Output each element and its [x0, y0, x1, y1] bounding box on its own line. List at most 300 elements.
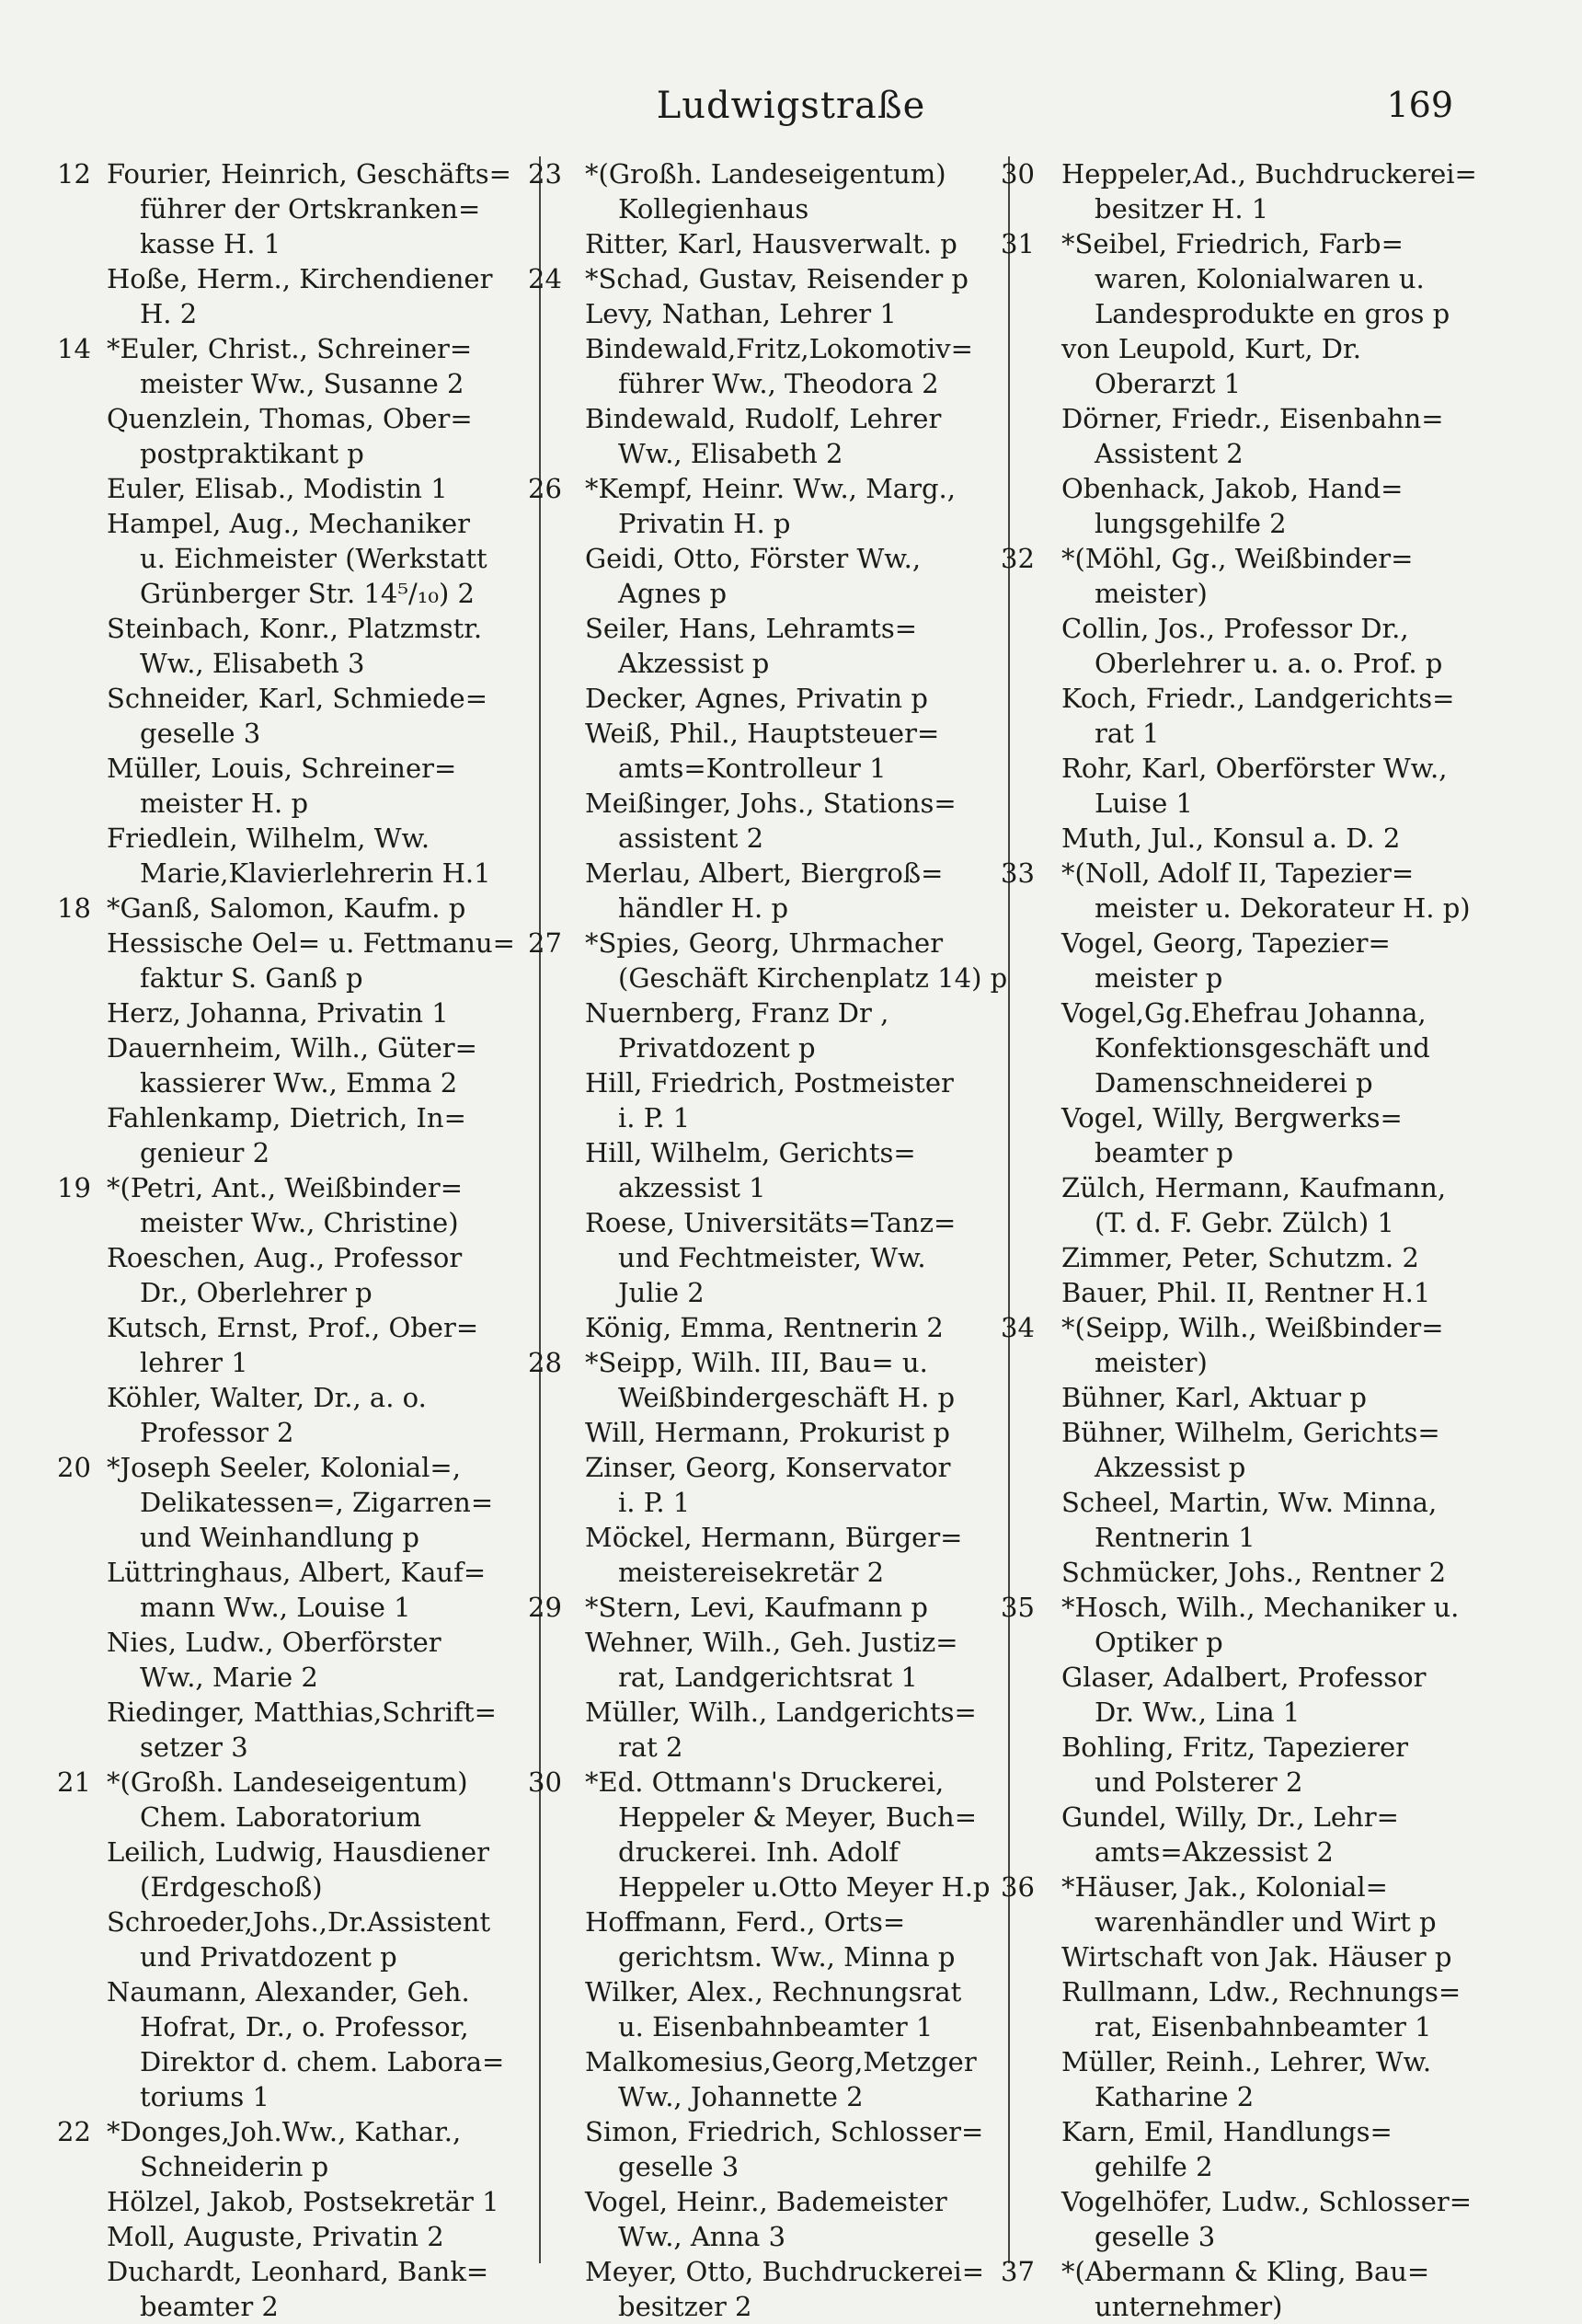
directory-entry — [528, 1345, 990, 1415]
entry-line: Levy, Nathan, Lehrer 1 — [585, 298, 897, 329]
entry-text — [57, 2184, 513, 2219]
entry-line: Oberlehrer u. a. o. Prof. p — [1095, 648, 1443, 679]
house-number: 26 — [528, 473, 562, 504]
entry-text — [528, 296, 990, 331]
entry-line: toriums 1 — [140, 2081, 269, 2112]
entry-text — [57, 1170, 513, 1240]
entry-line: rat, Eisenbahnbeamter 1 — [1095, 2011, 1432, 2042]
directory-entry — [528, 1450, 990, 1520]
entry-text — [57, 471, 513, 506]
entry-text — [1001, 2044, 1488, 2114]
entry-line: Simon, Friedrich, Schlosser= — [585, 2116, 984, 2147]
entry-line: Ww., Elisabeth 2 — [618, 438, 843, 469]
entry-text — [57, 821, 513, 891]
entry-line: Akzessist p — [618, 648, 770, 679]
entry-line: Meyer, Otto, Buchdruckerei= — [585, 2256, 985, 2287]
entry-line: Weiß, Phil., Hauptsteuer= — [585, 718, 940, 749]
directory-entry — [528, 716, 990, 786]
directory-entry — [528, 226, 990, 261]
entry-line: Heppeler u.Otto Meyer H.p — [618, 1871, 991, 1903]
directory-entry — [1001, 1555, 1488, 1590]
house-number: 22 — [57, 2116, 91, 2147]
house-number: 36 — [1001, 1871, 1035, 1903]
entry-line: Leilich, Ludwig, Hausdiener — [107, 1836, 490, 1868]
entry-line: Bauer, Phil. II, Rentner H.1 — [1061, 1277, 1431, 1308]
house-number: 27 — [528, 927, 562, 959]
directory-entry — [1001, 541, 1488, 611]
directory-entry — [57, 1974, 513, 2114]
entry-line: Privatin H. p — [618, 508, 791, 539]
directory-entry — [528, 1590, 990, 1625]
house-number: 23 — [528, 158, 562, 190]
page-title: Ludwigstraße — [656, 85, 926, 127]
entry-line: rat, Landgerichtsrat 1 — [618, 1662, 918, 1693]
entry-line: Hessische Oel= u. Fettmanu= — [107, 927, 515, 959]
entry-line: Hölzel, Jakob, Postsekretär 1 — [107, 2186, 499, 2217]
directory-entry — [1001, 1100, 1488, 1170]
entry-line: Dr., Oberlehrer p — [140, 1277, 373, 1308]
directory-entry — [528, 156, 990, 226]
entry-line: meister H. p — [140, 788, 309, 819]
entry-line: Collin, Jos., Professor Dr., — [1061, 613, 1409, 644]
entry-line: akzessist 1 — [618, 1172, 766, 1203]
directory-entry — [57, 1100, 513, 1170]
entry-line: Kollegienhaus — [618, 193, 809, 224]
entry-line: *Schad, Gustav, Reisender p — [585, 263, 969, 294]
entry-line: amts=Kontrolleur 1 — [618, 753, 887, 784]
entry-line: *(Möhl, Gg., Weißbinder= — [1061, 543, 1414, 574]
entry-text — [1001, 541, 1488, 611]
entry-text — [528, 856, 990, 926]
entry-text — [57, 1974, 513, 2114]
entry-line: Möckel, Hermann, Bürger= — [585, 1522, 963, 1553]
entry-line: Decker, Agnes, Privatin p — [585, 683, 928, 714]
entry-text — [528, 1415, 990, 1450]
directory-entry — [57, 1310, 513, 1380]
entry-text — [528, 1695, 990, 1765]
entry-text — [528, 1974, 990, 2044]
entry-text — [1001, 1870, 1488, 1939]
entry-line: Vogel,Gg.Ehefrau Johanna, — [1061, 997, 1427, 1029]
entry-line: Nuernberg, Franz Dr , — [585, 997, 889, 1029]
entry-line: *Hosch, Wilh., Mechaniker u. — [1061, 1592, 1460, 1623]
directory-entry — [57, 751, 513, 821]
entry-text — [528, 1904, 990, 1974]
entry-line: Heppeler & Meyer, Buch= — [618, 1801, 978, 1833]
directory-entry — [1001, 1870, 1488, 1939]
directory-entry — [57, 891, 513, 926]
entry-text — [528, 156, 990, 226]
column-2 — [528, 156, 1008, 2324]
entry-line: geselle 3 — [1095, 2221, 1216, 2252]
entry-line: Zimmer, Peter, Schutzm. 2 — [1061, 1242, 1419, 1273]
entry-text — [528, 226, 990, 261]
entry-text — [528, 1065, 990, 1135]
entry-text — [528, 2044, 990, 2114]
entry-line: Hoße, Herm., Kirchendiener — [107, 263, 493, 294]
directory-entry — [528, 331, 990, 401]
entry-line: Will, Hermann, Prokurist p — [585, 1417, 950, 1448]
house-number: 12 — [57, 158, 91, 190]
directory-entry — [528, 401, 990, 471]
entry-line: Rullmann, Ldw., Rechnungs= — [1061, 1976, 1462, 2008]
entry-line: Vogel, Willy, Bergwerks= — [1061, 1102, 1403, 1133]
directory-entry — [1001, 926, 1488, 995]
entry-line: Hill, Wilhelm, Gerichts= — [585, 1137, 916, 1168]
entry-line: Rentnerin 1 — [1095, 1522, 1255, 1553]
entry-text — [528, 331, 990, 401]
entry-line: Ww., Anna 3 — [618, 2221, 786, 2252]
entry-text — [57, 1100, 513, 1170]
directory-entry — [57, 2184, 513, 2219]
entry-text — [1001, 681, 1488, 751]
entry-text — [57, 1695, 513, 1765]
entry-line: Roese, Universitäts=Tanz= — [585, 1207, 957, 1238]
entry-text — [1001, 401, 1488, 471]
entry-line: Luise 1 — [1095, 788, 1193, 819]
entry-text — [528, 1450, 990, 1520]
entry-line: Bühner, Karl, Aktuar p — [1061, 1382, 1367, 1413]
directory-entry — [57, 1835, 513, 1904]
entry-text — [528, 471, 990, 541]
entry-line: Dr. Ww., Lina 1 — [1095, 1697, 1301, 1728]
entry-text — [57, 506, 513, 611]
entry-text — [1001, 1800, 1488, 1870]
entry-line: Schmücker, Johs., Rentner 2 — [1061, 1557, 1447, 1588]
entry-text — [57, 401, 513, 471]
entry-text — [57, 1240, 513, 1310]
directory-entry — [1001, 1590, 1488, 1660]
entry-line: Steinbach, Konr., Platzmstr. — [107, 613, 483, 644]
entry-text — [528, 1625, 990, 1695]
entry-line: besitzer H. 1 — [1095, 193, 1269, 224]
entry-text — [528, 786, 990, 856]
entry-line: *(Großh. Landeseigentum) — [585, 158, 946, 190]
entry-line: Bühner, Wilhelm, Gerichts= — [1061, 1417, 1440, 1448]
column-3 — [1001, 156, 1488, 2324]
directory-entry — [1001, 1485, 1488, 1555]
entry-text — [57, 1310, 513, 1380]
directory-entry — [1001, 226, 1488, 331]
entry-line: Fourier, Heinrich, Geschäfts= — [107, 158, 511, 190]
directory-entry — [1001, 1380, 1488, 1415]
entry-line: führer der Ortskranken= — [140, 193, 481, 224]
entry-line: geselle 3 — [618, 2151, 739, 2182]
entry-line: Weißbindergeschäft H. p — [618, 1382, 956, 1413]
entry-line: und Weinhandlung p — [140, 1522, 419, 1553]
house-number: 35 — [1001, 1592, 1035, 1623]
entry-text — [57, 1555, 513, 1625]
entry-line: meister) — [1095, 578, 1208, 609]
directory-entry — [1001, 401, 1488, 471]
directory-entry — [57, 2219, 513, 2254]
directory-entry — [1001, 1800, 1488, 1870]
directory-entry — [1001, 821, 1488, 856]
entry-line: und Fechtmeister, Ww. — [618, 1242, 926, 1273]
entry-text — [528, 1310, 990, 1345]
entry-line: Privatdozent p — [618, 1032, 816, 1064]
entry-line: gerichtsm. Ww., Minna p — [618, 1941, 956, 1973]
entry-line: Meißinger, Johs., Stations= — [585, 788, 957, 819]
directory-entry — [528, 611, 990, 681]
entry-line: Assistent 2 — [1095, 438, 1244, 469]
entry-line: Duchardt, Leonhard, Bank= — [107, 2256, 489, 2287]
house-number: 29 — [528, 1592, 562, 1623]
entry-line: rat 2 — [618, 1731, 683, 1763]
entry-line: Damenschneiderei p — [1095, 1067, 1373, 1099]
house-number: 37 — [1001, 2256, 1035, 2287]
house-number: 24 — [528, 263, 562, 294]
entry-line: *Stern, Levi, Kaufmann p — [585, 1592, 928, 1623]
entry-line: Kutsch, Ernst, Prof., Ober= — [107, 1312, 479, 1343]
entry-line: Dauernheim, Wilh., Güter= — [107, 1032, 477, 1064]
entry-line: Wehner, Wilh., Geh. Justiz= — [585, 1627, 958, 1658]
directory-entry — [528, 541, 990, 611]
entry-line: *Euler, Christ., Schreiner= — [107, 333, 473, 364]
entry-line: Geidi, Otto, Förster Ww., — [585, 543, 922, 574]
entry-line: Marie,Klavierlehrerin H.1 — [140, 857, 491, 889]
entry-text — [528, 1345, 990, 1415]
entry-line: Hill, Friedrich, Postmeister — [585, 1067, 954, 1099]
entry-line: (Erdgeschoß) — [140, 1871, 323, 1903]
entry-text — [528, 401, 990, 471]
entry-line: Grünberger Str. 14⁵/₁₀) 2 — [140, 578, 475, 609]
entry-text — [1001, 1380, 1488, 1415]
entry-line: setzer 3 — [140, 1731, 248, 1763]
directory-entry — [1001, 681, 1488, 751]
entry-text — [57, 331, 513, 401]
entry-text — [1001, 156, 1488, 226]
entry-text — [57, 1450, 513, 1555]
entry-text — [1001, 1590, 1488, 1660]
entry-text — [57, 1625, 513, 1695]
entry-line: Riedinger, Matthias,Schrift= — [107, 1697, 497, 1728]
directory-entry — [1001, 1660, 1488, 1730]
entry-line: Scheel, Martin, Ww. Minna, — [1061, 1487, 1438, 1518]
directory-entry — [57, 1170, 513, 1240]
directory-entry — [528, 2044, 990, 2114]
entry-line: Ww., Elisabeth 3 — [140, 648, 365, 679]
entry-line: Merlau, Albert, Biergroß= — [585, 857, 944, 889]
entry-text — [57, 1835, 513, 1904]
directory-entry — [57, 1380, 513, 1450]
directory-entry — [1001, 1939, 1488, 1974]
entry-line: König, Emma, Rentnerin 2 — [585, 1312, 944, 1343]
entry-line: meister Ww., Susanne 2 — [140, 368, 464, 399]
directory-entry — [57, 611, 513, 681]
entry-line: u. Eichmeister (Werkstatt — [140, 543, 487, 574]
entry-text — [1001, 331, 1488, 401]
directory-entry — [1001, 856, 1488, 926]
directory-entry — [528, 995, 990, 1065]
directory-entry — [57, 401, 513, 471]
directory-entry — [57, 926, 513, 995]
entry-text — [57, 1765, 513, 1835]
entry-line: *Häuser, Jak., Kolonial= — [1061, 1871, 1388, 1903]
entry-text — [1001, 856, 1488, 926]
entry-line: mann Ww., Louise 1 — [140, 1592, 411, 1623]
directory-entry — [528, 1974, 990, 2044]
directory-entry — [57, 506, 513, 611]
entry-line: Vogel, Georg, Tapezier= — [1061, 927, 1391, 959]
column-1 — [57, 156, 513, 2324]
entry-line: meister u. Dekorateur H. p) — [1095, 892, 1471, 924]
entry-line: faktur S. Ganß p — [140, 962, 363, 994]
directory-entry — [1001, 2184, 1488, 2254]
directory-entry — [528, 471, 990, 541]
entry-line: amts=Akzessist 2 — [1095, 1836, 1334, 1868]
directory-entry — [528, 786, 990, 856]
entry-line: Naumann, Alexander, Geh. — [107, 1976, 470, 2008]
entry-text — [57, 751, 513, 821]
entry-line: Agnes p — [618, 578, 728, 609]
entry-line: Rohr, Karl, Oberförster Ww., — [1061, 753, 1448, 784]
entry-line: Delikatessen=, Zigarren= — [140, 1487, 494, 1518]
entry-line: Köhler, Walter, Dr., a. o. — [107, 1382, 427, 1413]
directory-entry — [1001, 2044, 1488, 2114]
entry-text — [57, 156, 513, 261]
directory-entry — [528, 1135, 990, 1205]
entry-line: Glaser, Adalbert, Professor — [1061, 1662, 1427, 1693]
entry-line: geselle 3 — [140, 718, 261, 749]
house-number: 19 — [57, 1172, 91, 1203]
directory-entry — [57, 995, 513, 1030]
entry-line: H. 2 — [140, 298, 198, 329]
entry-line: Karn, Emil, Handlungs= — [1061, 2116, 1393, 2147]
entry-text — [1001, 2114, 1488, 2184]
entry-text — [57, 611, 513, 681]
directory-entry — [528, 681, 990, 716]
entry-line: genieur 2 — [140, 1137, 270, 1168]
entry-text — [1001, 995, 1488, 1100]
entry-line: *(Abermann & Kling, Bau= — [1061, 2256, 1430, 2287]
entry-line: besitzer 2 — [618, 2291, 752, 2322]
entry-line: Malkomesius,Georg,Metzger — [585, 2046, 977, 2077]
house-number: 30 — [528, 1766, 562, 1798]
entry-text — [528, 1590, 990, 1625]
directory-entry — [57, 1240, 513, 1310]
entry-text — [57, 926, 513, 995]
entry-text — [528, 2184, 990, 2254]
entry-line: Fahlenkamp, Dietrich, In= — [107, 1102, 466, 1133]
entry-text — [528, 2254, 990, 2324]
directory-entry — [57, 2114, 513, 2184]
directory-entry — [528, 1625, 990, 1695]
entry-text — [1001, 2254, 1488, 2324]
house-number: 30 — [1001, 158, 1035, 190]
house-number: 20 — [57, 1452, 91, 1483]
entry-text — [57, 261, 513, 331]
directory-entry — [528, 1065, 990, 1135]
entry-text — [57, 681, 513, 751]
directory-entry — [1001, 995, 1488, 1100]
entry-line: *Seibel, Friedrich, Farb= — [1061, 228, 1404, 259]
entry-line: unternehmer) — [1095, 2291, 1283, 2322]
directory-entry — [1001, 2254, 1488, 2324]
entry-line: Obenhack, Jakob, Hand= — [1061, 473, 1404, 504]
directory-entry — [57, 2254, 513, 2324]
entry-text — [528, 1520, 990, 1590]
entry-text — [1001, 1555, 1488, 1590]
entry-line: und Privatdozent p — [140, 1941, 397, 1973]
entry-line: *Ed. Ottmann's Druckerei, — [585, 1766, 945, 1798]
directory-entry — [528, 2254, 990, 2324]
directory-entry — [1001, 471, 1488, 541]
house-number: 18 — [57, 892, 91, 924]
entry-text — [528, 1135, 990, 1205]
entry-text — [1001, 1730, 1488, 1800]
entry-line: *Joseph Seeler, Kolonial=, — [107, 1452, 461, 1483]
entry-line: *Seipp, Wilh. III, Bau= u. — [585, 1347, 928, 1378]
directory-entry — [528, 1765, 990, 1904]
entry-line: Schneider, Karl, Schmiede= — [107, 683, 488, 714]
entry-line: Ritter, Karl, Hausverwalt. p — [585, 228, 957, 259]
entry-line: *(Noll, Adolf II, Tapezier= — [1061, 857, 1415, 889]
entry-line: händler H. p — [618, 892, 789, 924]
entry-line: Heppeler,Ad., Buchdruckerei= — [1061, 158, 1477, 190]
entry-text — [57, 2254, 513, 2324]
directory-entry — [528, 926, 1008, 995]
directory-entry — [57, 1625, 513, 1695]
entry-text — [528, 1205, 990, 1310]
entry-line: assistent 2 — [618, 823, 764, 854]
entry-line: beamter p — [1095, 1137, 1233, 1168]
entry-text — [1001, 1660, 1488, 1730]
entry-text — [528, 541, 990, 611]
directory-entry — [528, 1904, 990, 1974]
entry-line: i. P. 1 — [618, 1487, 691, 1518]
entry-line: Ww., Johannette 2 — [618, 2081, 864, 2112]
house-number: 31 — [1001, 228, 1035, 259]
directory-entry — [57, 1904, 513, 1974]
directory-entry — [57, 1030, 513, 1100]
entry-line: Dörner, Friedr., Eisenbahn= — [1061, 403, 1444, 434]
entry-line: Hampel, Aug., Mechaniker — [107, 508, 470, 539]
entry-text — [1001, 1240, 1488, 1275]
entry-text — [1001, 1275, 1488, 1310]
entry-line: Vogel, Heinr., Bademeister — [585, 2186, 947, 2217]
directory-entry — [1001, 2114, 1488, 2184]
entry-line: *(Seipp, Wilh., Weißbinder= — [1061, 1312, 1444, 1343]
entry-line: Nies, Ludw., Oberförster — [107, 1627, 441, 1658]
entry-line: Lüttringhaus, Albert, Kauf= — [107, 1557, 487, 1588]
entry-line: (T. d. F. Gebr. Zülch) 1 — [1095, 1207, 1394, 1238]
entry-line: Schneiderin p — [140, 2151, 329, 2182]
directory-entry — [57, 331, 513, 401]
directory-entry — [1001, 1974, 1488, 2044]
directory-entry — [528, 296, 990, 331]
entry-line: rat 1 — [1095, 718, 1160, 749]
entry-line: und Polsterer 2 — [1095, 1766, 1303, 1798]
directory-entry — [1001, 1415, 1488, 1485]
entry-line: Moll, Auguste, Privatin 2 — [107, 2221, 444, 2252]
entry-line: führer Ww., Theodora 2 — [618, 368, 939, 399]
entry-line: von Leupold, Kurt, Dr. — [1061, 333, 1361, 364]
entry-line: Akzessist p — [1095, 1452, 1246, 1483]
entry-line: Bohling, Fritz, Tapezierer — [1061, 1731, 1409, 1763]
directory-entry — [57, 471, 513, 506]
entry-line: Muth, Jul., Konsul a. D. 2 — [1061, 823, 1401, 854]
house-number: 32 — [1001, 543, 1035, 574]
directory-entry — [528, 1205, 990, 1310]
entry-line: Chem. Laboratorium — [140, 1801, 422, 1833]
directory-entry — [1001, 1275, 1488, 1310]
entry-line: druckerei. Inh. Adolf — [618, 1836, 900, 1868]
directory-entry — [1001, 1170, 1488, 1240]
directory-entry — [57, 1450, 513, 1555]
entry-line: Katharine 2 — [1095, 2081, 1255, 2112]
entry-text — [528, 995, 990, 1065]
